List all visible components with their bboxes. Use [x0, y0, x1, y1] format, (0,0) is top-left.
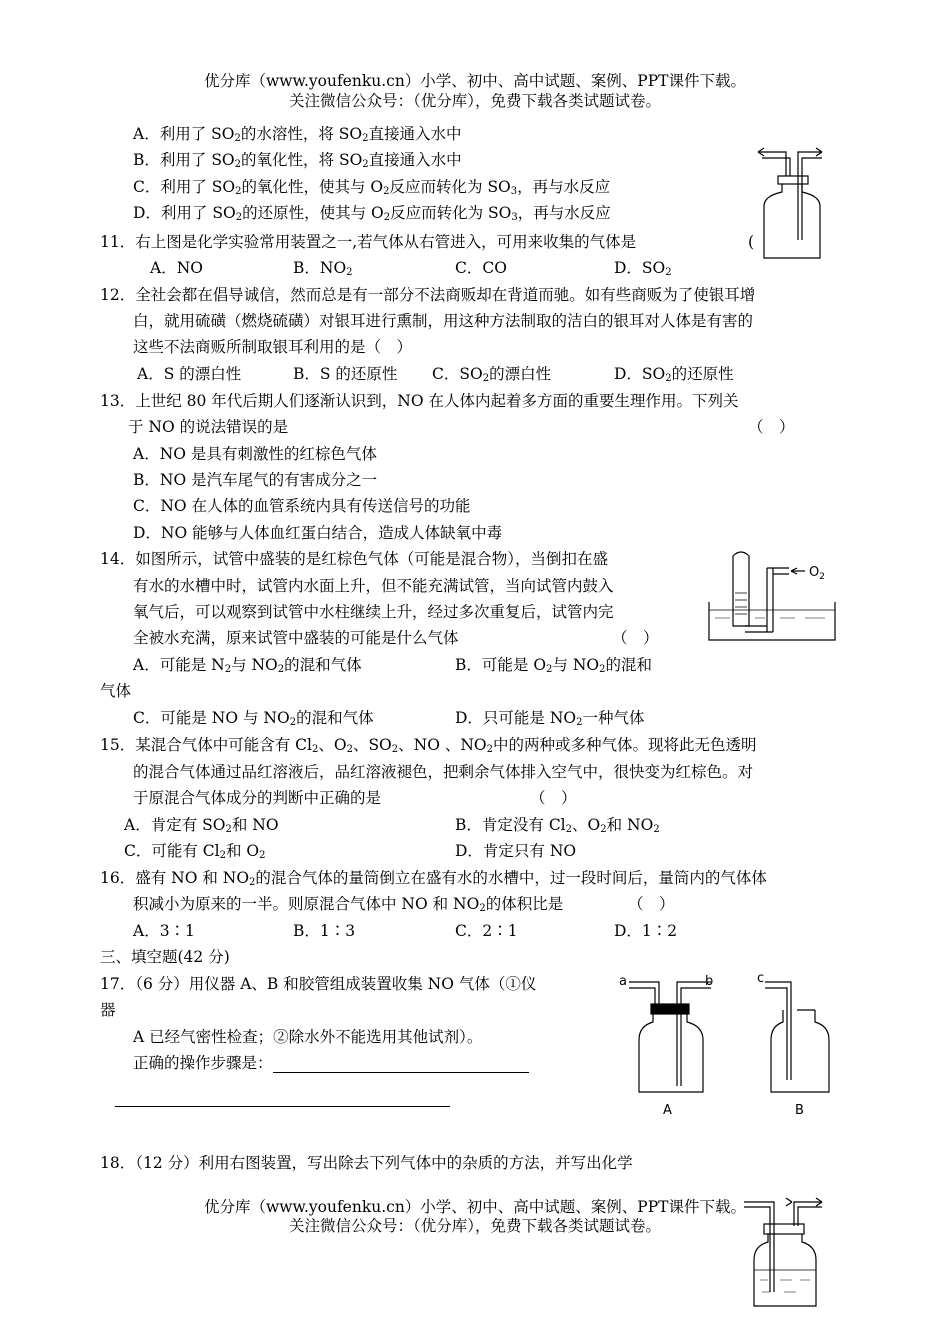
- q15-option-c: C．可能有 $Cl_2$和 $O_2$: [124, 842, 266, 861]
- q14-option-d: D．只可能是 $NO_2$一种气体: [455, 709, 645, 728]
- q17-answer-blank-2[interactable]: [115, 1106, 450, 1107]
- q12-option-a: A．S 的漂白性: [137, 365, 242, 383]
- bottles-ab-figure: [615, 968, 855, 1123]
- q12-line-2: 白，就用硫磺（燃烧硫磺）对银耳进行熏制，用这种方法制取的洁白的银耳对人体是有害的: [133, 312, 754, 330]
- q15-paren: （ ）: [530, 789, 577, 807]
- q14-paren: （ ）: [612, 629, 659, 647]
- q13-line-1: 13．上世纪 80 年代后期人们逐渐认识到，NO 在人体内起着多方面的重要生理作用。下列关: [100, 392, 739, 410]
- label-bottle-b: B: [795, 1103, 804, 1118]
- label-b: b: [705, 974, 714, 989]
- section-3-title: 三、填空题(42 分): [100, 948, 230, 966]
- q10-option-b: B．利用了 $SO_2$的氧化性，将 $SO_2$直接通入水中: [133, 151, 462, 170]
- q17-line-1-cont: 器: [100, 1001, 116, 1019]
- q12-option-b: B．S 的还原性: [293, 365, 398, 383]
- q15-option-d: D．肯定只有 NO: [455, 842, 577, 860]
- q13-option-a: A．NO 是具有刺激性的红棕色气体: [133, 445, 377, 463]
- q14-option-c: C．可能是 NO 与 $NO_2$的混和气体: [133, 709, 374, 728]
- q13-option-d: D．NO 能够与人体血红蛋白结合，造成人体缺氧中毒: [133, 524, 503, 542]
- q13-paren: （ ）: [748, 418, 795, 436]
- q12-option-d: D．$SO_2$的还原性: [614, 365, 734, 384]
- q14-option-b: B．可能是 $O_2$与 $NO_2$的混和: [455, 656, 652, 675]
- q13-line-2: 于 NO 的说法错误的是: [128, 418, 289, 436]
- q16-line-1: 16．盛有 NO 和 $NO_2$的混合气体的量筒倒立在盛有水的水槽中，过一段时间后，量筒内的气体体: [100, 869, 767, 888]
- q10-option-d: D．利用了 $SO_2$的还原性，使其与 $O_2$反应而转化为 $SO_3$，再与水反应: [133, 204, 611, 223]
- q17-line-3: 正确的操作步骤是：: [133, 1053, 529, 1073]
- q17-line-1: 17．（6 分）用仪器 A、B 和胶管组成装置收集 NO 气体（①仪: [100, 975, 537, 993]
- q14-line-2: 有水的水槽中时，试管内水面上升，但不能充满试管，当向试管内鼓入: [133, 577, 614, 595]
- q15-line-1: 15．某混合气体中可能含有 $Cl_2$、$O_2$、$SO_2$、NO 、$NO_2$中的两种或多种气体。现将此无色透明: [100, 736, 757, 755]
- q14-line-3: 氧气后，可以观察到试管中水柱继续上升，经过多次重复后，试管内完: [133, 603, 614, 621]
- q13-option-c: C．NO 在人体的血管系统内具有传送信号的功能: [133, 497, 471, 515]
- q10-option-a: A．利用了 $SO_2$的水溶性，将 $SO_2$直接通入水中: [133, 125, 462, 144]
- q16-option-b: B．1∶3: [293, 922, 356, 940]
- q12-line-3: 这些不法商贩所制取银耳利用的是（ ）: [133, 338, 413, 356]
- q14-option-a: A．可能是 $N_2$与 $NO_2$的混和气体: [133, 656, 362, 675]
- footer-line-1: 优分库（www.youfenku.cn）小学、初中、高中试题、案例、PPT课件下载。: [203, 1198, 747, 1216]
- q11-option-a: A．NO: [150, 259, 203, 277]
- footer-line-2: 关注微信公众号：（优分库），免费下载各类试题试卷。: [288, 1217, 661, 1235]
- label-bottle-a: A: [663, 1103, 672, 1118]
- q11-option-c: C．CO: [455, 259, 507, 277]
- q15-option-a: A．肯定有 $SO_2$和 NO: [124, 816, 279, 835]
- q11-option-b: B．$NO_2$: [293, 259, 353, 278]
- q12-option-c: C．$SO_2$的漂白性: [432, 365, 552, 384]
- q10-option-c: C．利用了 $SO_2$的氧化性，使其与 $O_2$反应而转化为 $SO_3$，再与水反应: [133, 178, 611, 197]
- test-tube-trough-figure: [705, 548, 845, 648]
- q18-line-1: 18．（12 分）利用右图装置，写出除去下列气体中的杂质的方法，并写出化学: [100, 1154, 633, 1172]
- q15-line-3: 于原混合气体成分的判断中正确的是: [133, 789, 382, 807]
- q11-option-d: D．$SO_2$: [614, 259, 672, 278]
- q15-option-b: B．肯定没有 $Cl_2$、$O_2$和 $NO_2$: [455, 816, 660, 835]
- q11-paren: (: [748, 233, 755, 251]
- header-line-1: 优分库（www.youfenku.cn）小学、初中、高中试题、案例、PPT课件下载。: [203, 72, 747, 90]
- q16-paren: （ ）: [628, 895, 675, 913]
- gas-bottle-figure: [750, 140, 830, 265]
- q16-option-a: A．3∶1: [133, 922, 195, 940]
- header-line-2: 关注微信公众号：（优分库），免费下载各类试题试卷。: [288, 92, 661, 110]
- oxygen-label: $O_2$: [809, 565, 825, 582]
- q14-line-1: 14．如图所示，试管中盛装的是红棕色气体（可能是混合物），当倒扣在盛: [100, 550, 608, 568]
- label-c: c: [757, 971, 765, 986]
- q16-option-d: D．1∶2: [614, 922, 678, 940]
- label-a: a: [619, 974, 627, 989]
- q13-option-b: B．NO 是汽车尾气的有害成分之一: [133, 471, 378, 489]
- q11-stem: 11．右上图是化学实验常用装置之一,若气体从右管进入，可用来收集的气体是: [100, 233, 637, 251]
- q15-line-2: 的混合气体通过品红溶液后，品红溶液褪色，把剩余气体排入空气中，很快变为红棕色。对: [133, 763, 754, 781]
- q17-line-2: A 已经气密性检查；②除水外不能选用其他试剂）。: [133, 1028, 483, 1046]
- q17-answer-blank-1[interactable]: [273, 1056, 529, 1073]
- q12-line-1: 12．全社会都在倡导诚信，然而总是有一部分不法商贩却在背道而驰。如有些商贩为了使银耳增: [100, 286, 756, 304]
- q14-option-b-cont: 气体: [100, 682, 132, 700]
- q14-line-4: 全被水充满，原来试管中盛装的可能是什么气体: [133, 629, 459, 647]
- q16-option-c: C．2∶1: [455, 922, 518, 940]
- washing-bottle-figure: [740, 1192, 830, 1310]
- q16-line-2: 积减小为原来的一半。则原混合气体中 NO 和 $NO_2$的体积比是: [133, 895, 564, 914]
